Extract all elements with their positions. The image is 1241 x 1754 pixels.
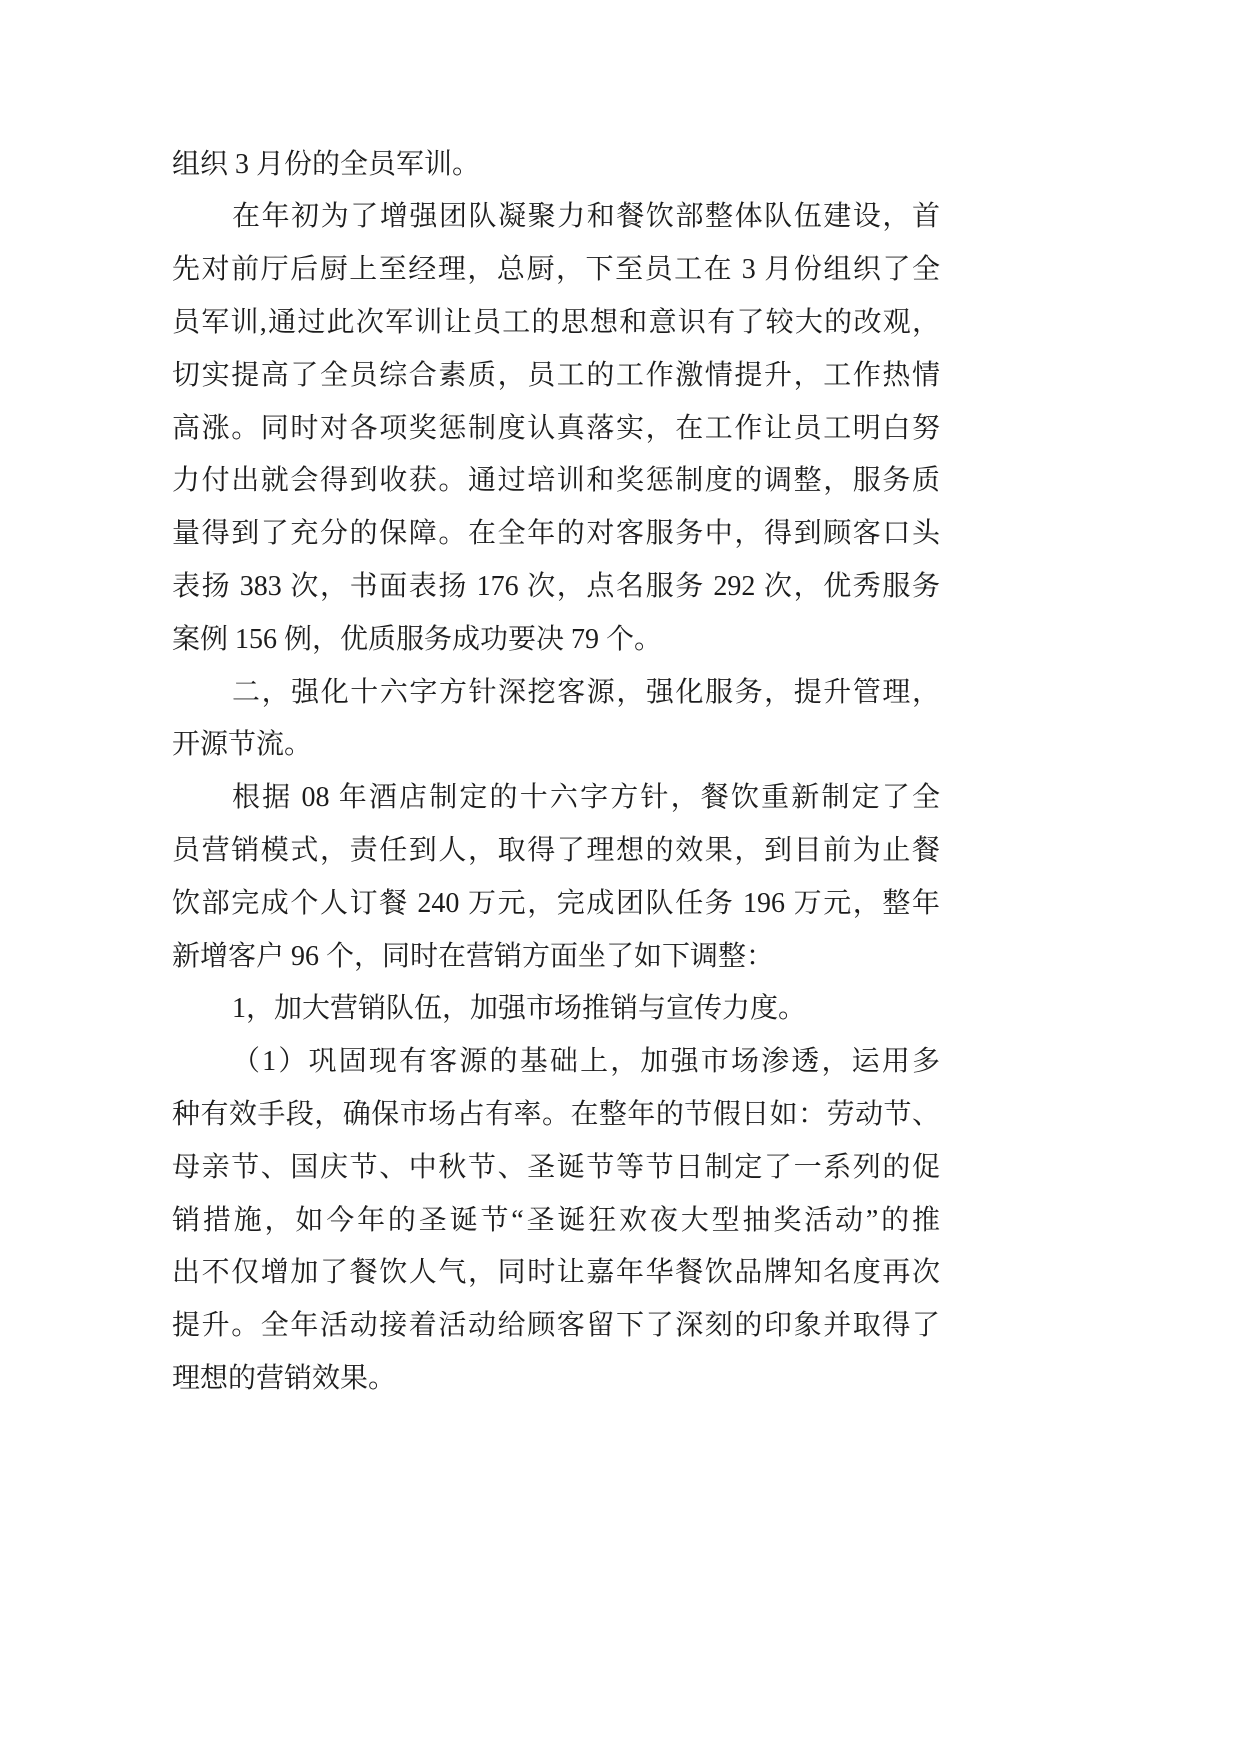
- paragraph-team-training: [172, 191, 940, 666]
- text-line: 销措施，如今年的圣诞节“圣诞狂欢夜大型抽奖活动”的推: [172, 1204, 940, 1236]
- text-line: 1，加大营销队伍，加强市场推销与宣传力度。: [232, 993, 807, 1025]
- list-item-1: [172, 983, 940, 1036]
- text-line: 案例 156 例，优质服务成功要决 79 个。: [172, 623, 663, 655]
- text-line: 母亲节、国庆节、中秋节、圣诞节等节日制定了一系列的促: [172, 1151, 940, 1183]
- text-line: 种有效手段，确保市场占有率。在整年的节假日如：劳动节、: [172, 1098, 940, 1130]
- text-line: 切实提高了全员综合素质，员工的工作激情提升，工作热情: [172, 359, 940, 391]
- text-line: 饮部完成个人订餐 240 万元，完成团队任务 196 万元，整年: [172, 887, 940, 919]
- text-line: 先对前厅后厨上至经理，总厨，下至员工在 3 月份组织了全: [172, 254, 940, 286]
- text-line: 二，强化十六字方针深挖客源，强化服务，提升管理，: [232, 676, 940, 708]
- paragraph-continuation: [172, 139, 940, 192]
- text-line: 量得到了充分的保障。在全年的对客服务中，得到顾客口头: [172, 518, 940, 550]
- document-body: [172, 139, 940, 1406]
- sub-item-1: [172, 1036, 940, 1406]
- text-line: 新增客户 96 个，同时在营销方面坐了如下调整：: [172, 940, 775, 972]
- text-line: 在年初为了增强团队凝聚力和餐饮部整体队伍建设，首: [232, 201, 940, 233]
- text-line: 员营销模式，责任到人，取得了理想的效果，到目前为止餐: [172, 834, 940, 866]
- text-line: 理想的营销效果。: [172, 1362, 397, 1394]
- text-line: 力付出就会得到收获。通过培训和奖惩制度的调整，服务质: [172, 465, 940, 497]
- section-heading-two: [172, 667, 940, 773]
- text-line: 开源节流。: [172, 729, 313, 761]
- text-line: （1）巩固现有客源的基础上，加强市场渗透，运用多: [232, 1046, 940, 1078]
- text-line: 出不仅增加了餐饮人气，同时让嘉年华餐饮品牌知名度再次: [172, 1257, 940, 1289]
- text-line: 员军训,通过此次军训让员工的思想和意识有了较大的改观，: [172, 306, 940, 338]
- text-line: 提升。全年活动接着活动给顾客留下了深刻的印象并取得了: [172, 1310, 940, 1342]
- text-line: 组织 3 月份的全员军训。: [172, 148, 481, 180]
- text-line: 根据 08 年酒店制定的十六字方针，餐饮重新制定了全: [232, 782, 940, 814]
- text-line: 表扬 383 次，书面表扬 176 次，点名服务 292 次，优秀服务: [172, 570, 940, 602]
- paragraph-marketing-mode: [172, 772, 940, 983]
- text-line: 高涨。同时对各项奖惩制度认真落实，在工作让员工明白努: [172, 412, 940, 444]
